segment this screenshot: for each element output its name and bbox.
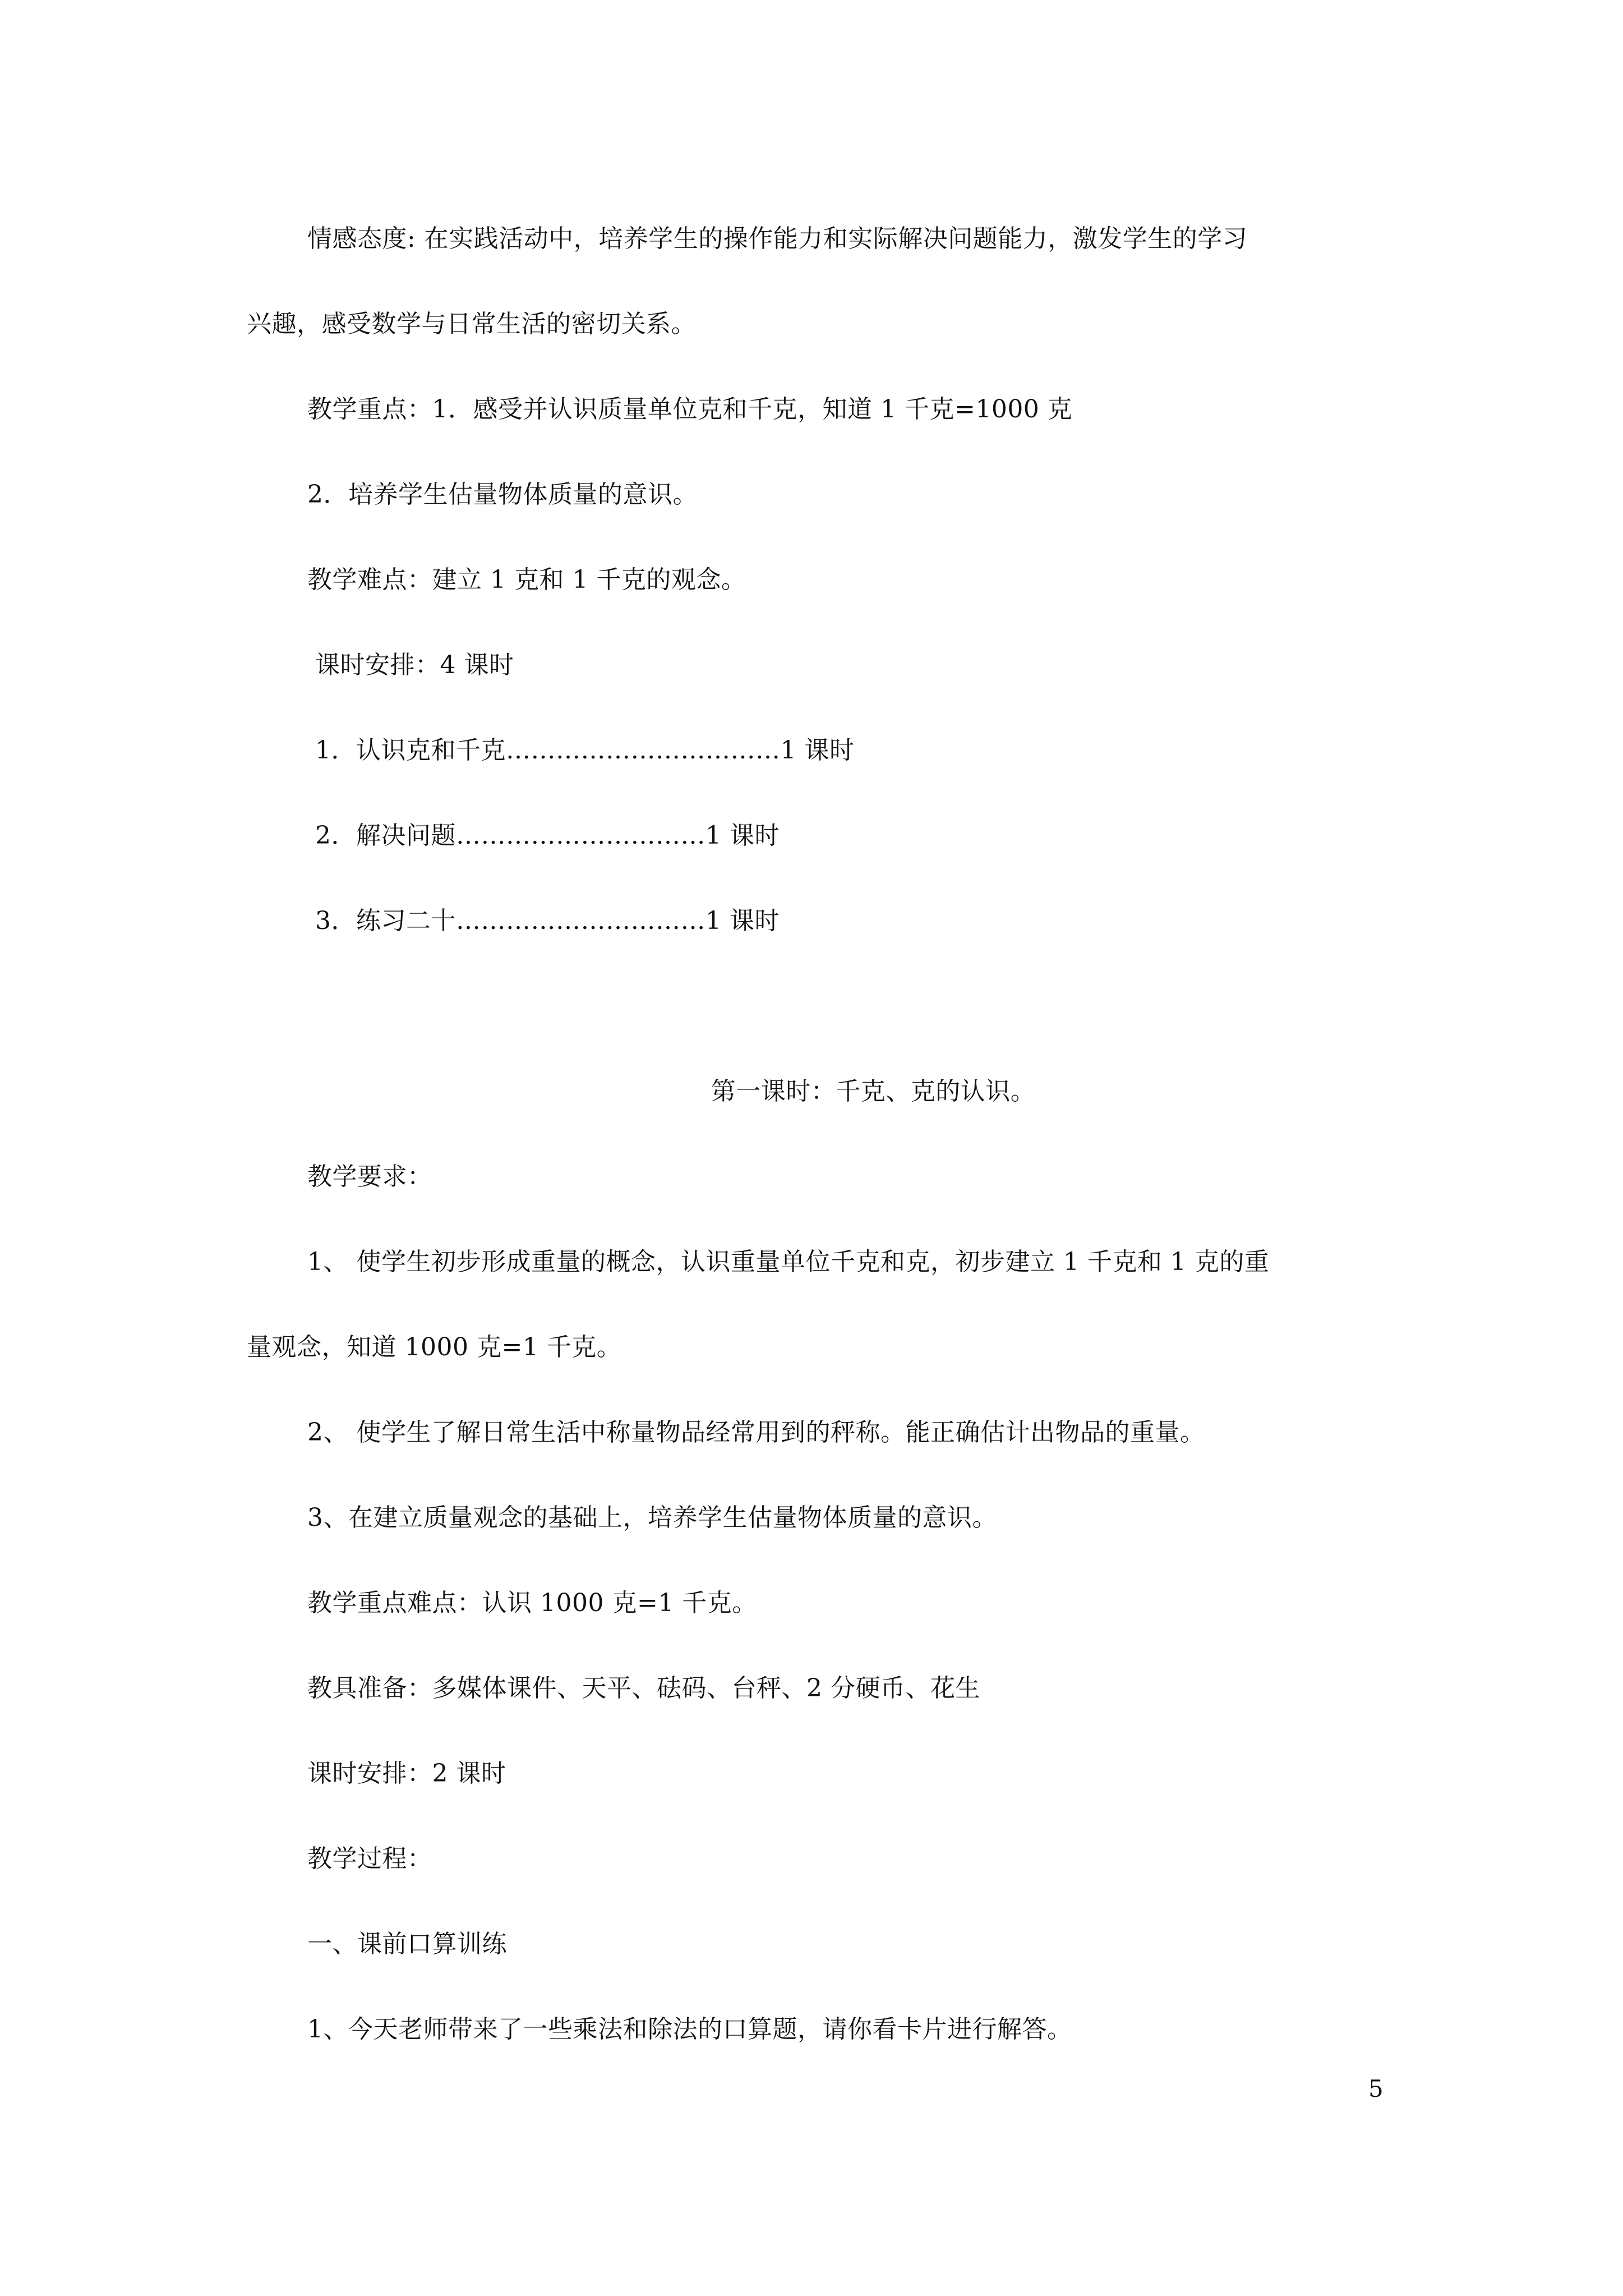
text-line-requirement-1-cont: 量观念，知道 1000 克=1 千克。 — [247, 1333, 622, 1361]
text-line-key-points: 教学重点：1．感受并认识质量单位克和千克，知道 1 千克=1000 克 — [307, 395, 1073, 424]
text-line-requirement-3: 3、在建立质量观念的基础上，培养学生估量物体质量的意识。 — [307, 1503, 997, 1532]
text-line-schedule-item-2: 2．解决问题…………………………1 课时 — [315, 821, 780, 850]
text-line-key-point-2: 2．培养学生估量物体质量的意识。 — [307, 480, 698, 509]
text-line-oral-training-1: 1、今天老师带来了一些乘法和除法的口算题，请你看卡片进行解答。 — [307, 2015, 1072, 2044]
page-number: 5 — [1368, 2075, 1384, 2102]
text-line-requirement-1: 1、 使学生初步形成重量的概念，认识重量单位千克和克，初步建立 1 千克和 1 克的重 — [307, 1248, 1270, 1276]
text-line-difficulty: 教学难点：建立 1 克和 1 千克的观念。 — [307, 565, 746, 594]
text-line-schedule: 课时安排：4 课时 — [315, 651, 514, 679]
section-heading: 第一课时：千克、克的认识。 — [711, 1077, 1036, 1106]
text-line-schedule-item-3: 3．练习二十…………………………1 课时 — [315, 907, 780, 935]
text-line-schedule-item-1: 1．认识克和千克……………………………1 课时 — [315, 736, 855, 765]
text-line-requirement-2: 2、 使学生了解日常生活中称量物品经常用到的秤称。能正确估计出物品的重量。 — [307, 1418, 1205, 1447]
text-line-emotion-attitude-cont: 兴趣，感受数学与日常生活的密切关系。 — [247, 310, 696, 338]
text-line-key-difficult-points: 教学重点难点：认识 1000 克=1 千克。 — [307, 1589, 757, 1617]
text-line-emotion-attitude: 情感态度: 在实践活动中，培养学生的操作能力和实际解决问题能力，激发学生的学习 — [307, 224, 1248, 253]
text-line-teaching-aids: 教具准备：多媒体课件、天平、砝码、台秤、2 分硬币、花生 — [307, 1674, 980, 1703]
text-line-teaching-process: 教学过程： — [307, 1844, 432, 1873]
text-line-teaching-requirements: 教学要求： — [307, 1162, 432, 1191]
text-line-class-schedule: 课时安排：2 课时 — [307, 1759, 506, 1788]
text-line-oral-training: 一、课前口算训练 — [307, 1930, 507, 1958]
